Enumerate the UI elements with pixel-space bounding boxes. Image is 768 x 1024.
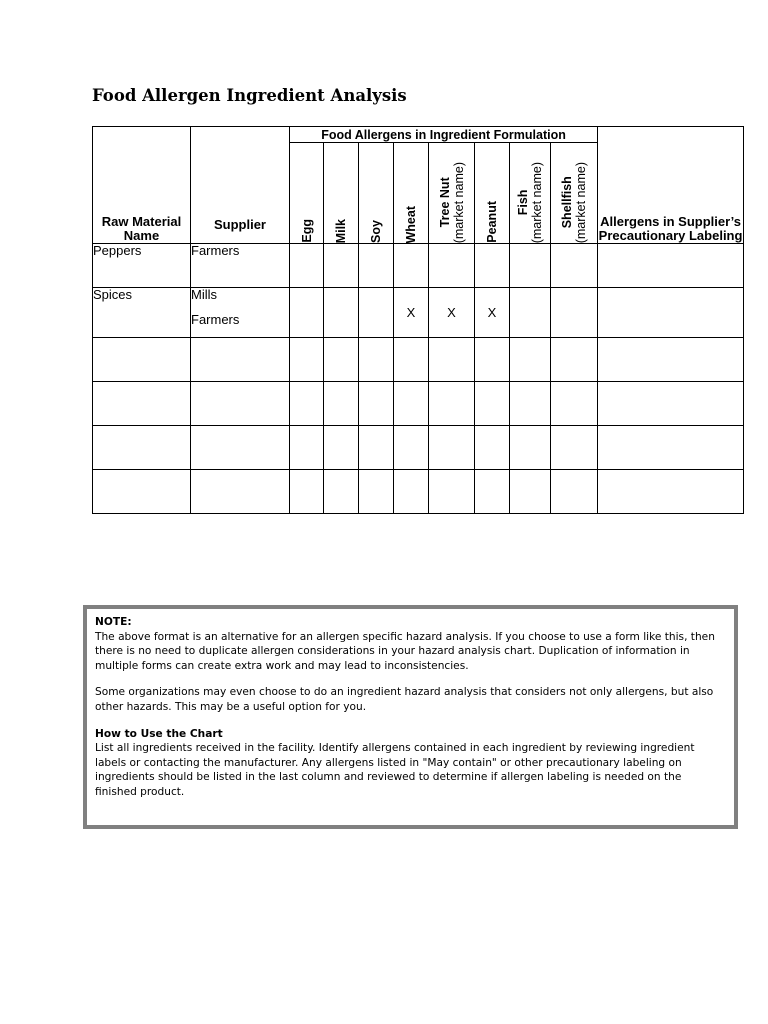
note-paragraph-1: The above format is an alternative for an allergen specific hazard analysis. If you choose to use a form like this, then there is no need to duplicate allergen considerations in your hazard analysis chart. Duplication of information in multiple forms can create extra work and may lead to inconsistencies. bbox=[95, 630, 715, 672]
allergen-mark-cell bbox=[359, 470, 394, 514]
allergen-mark-cell bbox=[324, 426, 359, 470]
table-row bbox=[93, 288, 744, 338]
supplier-cell bbox=[191, 382, 290, 426]
allergen-mark-cell bbox=[290, 288, 324, 338]
allergen-mark-cell bbox=[429, 244, 475, 288]
table-row bbox=[93, 426, 744, 470]
note-box bbox=[83, 605, 738, 829]
allergen-name: Egg bbox=[299, 219, 314, 243]
allergen-name: Fish bbox=[516, 189, 530, 216]
allergen-subtitle: (market name) bbox=[530, 161, 544, 243]
allergen-header-egg bbox=[290, 143, 324, 244]
allergen-mark-cell: X bbox=[394, 288, 429, 338]
raw-material-header: Raw Material Name bbox=[93, 127, 191, 244]
table-row bbox=[93, 470, 744, 514]
allergen-name: Wheat bbox=[404, 205, 418, 243]
precautionary-labeling-cell bbox=[598, 288, 744, 338]
allergen-mark-cell bbox=[551, 338, 598, 382]
allergen-mark-cell bbox=[359, 382, 394, 426]
allergen-group-header: Food Allergens in Ingredient Formulation bbox=[290, 127, 598, 143]
supplier-cell bbox=[191, 288, 290, 338]
raw-material-cell bbox=[93, 382, 191, 426]
allergen-mark-cell bbox=[551, 426, 598, 470]
allergen-mark-cell bbox=[394, 470, 429, 514]
raw-material-cell: Peppers bbox=[93, 244, 191, 288]
allergen-mark-cell bbox=[475, 470, 510, 514]
allergen-mark-cell bbox=[324, 470, 359, 514]
allergen-mark-cell bbox=[290, 244, 324, 288]
allergen-mark-cell bbox=[475, 244, 510, 288]
supplier-cell bbox=[191, 426, 290, 470]
howto-text: List all ingredients received in the facility. Identify allergens contained in each ingredient by reviewing ingredient labels or contacting the manufacturer. Any allergens listed in "May contain" or other precautionary labeling on ingredients should be listed in the last column and reviewed to determine if allergen labeling is needed on the finished product. bbox=[95, 742, 695, 798]
allergen-header-shellfish bbox=[551, 143, 598, 244]
allergen-mark-cell bbox=[359, 244, 394, 288]
allergen-subtitle: (market name) bbox=[451, 161, 466, 243]
allergen-mark-cell bbox=[510, 382, 551, 426]
allergen-mark-cell bbox=[290, 338, 324, 382]
allergen-name: Soy bbox=[369, 220, 383, 243]
allergen-mark-cell bbox=[290, 470, 324, 514]
table-row bbox=[93, 338, 744, 382]
raw-material-cell bbox=[93, 338, 191, 382]
supplier-name: Farmers bbox=[191, 243, 240, 258]
table-row bbox=[93, 382, 744, 426]
supplier-cell bbox=[191, 338, 290, 382]
supplier-header: Supplier bbox=[191, 127, 290, 244]
precautionary-labeling-cell bbox=[598, 426, 744, 470]
allergen-mark-cell bbox=[510, 426, 551, 470]
allergen-header-tree-nut bbox=[429, 143, 475, 244]
allergen-mark-cell bbox=[394, 382, 429, 426]
allergen-mark-cell bbox=[324, 288, 359, 338]
raw-material-cell bbox=[93, 426, 191, 470]
allergen-mark-cell bbox=[551, 244, 598, 288]
allergen-mark-cell bbox=[510, 470, 551, 514]
allergen-mark-cell bbox=[429, 470, 475, 514]
allergen-name: Shellfish bbox=[560, 176, 575, 229]
page-title: Food Allergen Ingredient Analysis bbox=[92, 86, 407, 105]
allergen-mark-cell bbox=[429, 382, 475, 426]
allergen-mark-cell bbox=[290, 382, 324, 426]
allergen-mark-cell bbox=[475, 338, 510, 382]
allergen-name: Peanut bbox=[485, 201, 499, 243]
allergen-header-fish bbox=[510, 143, 551, 244]
precautionary-labeling-cell bbox=[598, 470, 744, 514]
allergen-mark-cell bbox=[551, 288, 598, 338]
supplier-name: Mills bbox=[191, 287, 217, 302]
supplier-cell bbox=[191, 470, 290, 514]
raw-material-cell: Spices bbox=[93, 288, 191, 338]
note-heading: NOTE: bbox=[95, 616, 132, 628]
allergen-mark-cell bbox=[290, 426, 324, 470]
allergen-header-peanut bbox=[475, 143, 510, 244]
allergen-mark-cell bbox=[394, 426, 429, 470]
allergen-mark-cell bbox=[475, 382, 510, 426]
howto-heading: How to Use the Chart bbox=[95, 727, 223, 740]
supplier-cell bbox=[191, 244, 290, 288]
allergen-mark-cell bbox=[324, 244, 359, 288]
allergen-mark-cell bbox=[394, 338, 429, 382]
allergen-mark-cell bbox=[510, 288, 551, 338]
allergen-mark-cell: X bbox=[475, 288, 510, 338]
allergen-mark-cell bbox=[394, 244, 429, 288]
allergen-mark-cell bbox=[359, 288, 394, 338]
allergen-analysis-table bbox=[92, 126, 744, 514]
allergen-mark-cell bbox=[475, 426, 510, 470]
raw-material-cell bbox=[93, 470, 191, 514]
allergen-mark-cell bbox=[510, 244, 551, 288]
supplier-name: Farmers bbox=[191, 312, 240, 327]
allergen-header-soy bbox=[359, 143, 394, 244]
allergen-subtitle: (market name) bbox=[574, 161, 589, 243]
precautionary-labeling-cell bbox=[598, 382, 744, 426]
precautionary-labeling-cell bbox=[598, 338, 744, 382]
allergen-mark-cell bbox=[510, 338, 551, 382]
allergen-mark-cell: X bbox=[429, 288, 475, 338]
allergen-name: Tree Nut bbox=[437, 177, 452, 228]
allergen-mark-cell bbox=[359, 426, 394, 470]
table-row bbox=[93, 244, 744, 288]
allergen-mark-cell bbox=[551, 470, 598, 514]
note-paragraph-2: Some organizations may even choose to do an ingredient hazard analysis that considers not only allergens, but also other hazards. This may be a useful option for you. bbox=[95, 686, 714, 713]
allergen-name: Milk bbox=[334, 218, 348, 243]
allergen-mark-cell bbox=[324, 382, 359, 426]
allergen-header-wheat bbox=[394, 143, 429, 244]
allergen-mark-cell bbox=[324, 338, 359, 382]
allergen-mark-cell bbox=[551, 382, 598, 426]
allergen-mark-cell bbox=[359, 338, 394, 382]
allergen-header-milk bbox=[324, 143, 359, 244]
precautionary-labeling-header: Allergens in Supplier’s Precautionary Labeling bbox=[598, 127, 744, 244]
precautionary-labeling-cell bbox=[598, 244, 744, 288]
allergen-mark-cell bbox=[429, 338, 475, 382]
allergen-mark-cell bbox=[429, 426, 475, 470]
